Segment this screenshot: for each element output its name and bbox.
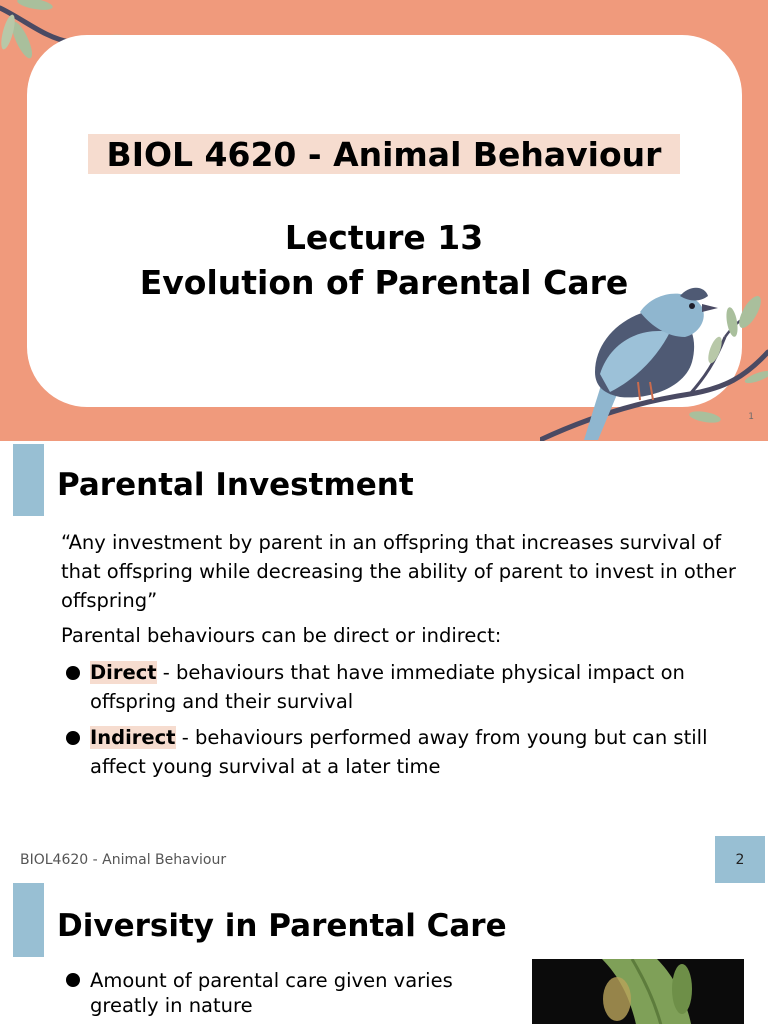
leaf-insect-image xyxy=(532,959,744,1024)
definition-quote: “Any investment by parent in an offspring that increases survival of that offspring while decreasing the ability of parent to invest in other offspring” xyxy=(61,531,736,612)
slide-number: 1 xyxy=(748,412,754,422)
parental-investment-slide xyxy=(0,441,768,881)
bullet-dot xyxy=(66,973,80,987)
diversity-slide xyxy=(0,883,768,1024)
slide-footer: BIOL4620 - Animal Behaviour xyxy=(20,852,227,868)
bullet-amount: Amount of parental care given varies greatly in nature xyxy=(90,969,453,1017)
course-title: BIOL 4620 - Animal Behaviour xyxy=(106,135,662,174)
term-indirect: Indirect xyxy=(90,726,176,749)
bullet-direct xyxy=(90,658,730,716)
bullet-indirect xyxy=(90,723,730,781)
slide-heading: Parental Investment xyxy=(57,467,414,503)
bullet-dot xyxy=(66,666,80,680)
title-slide xyxy=(0,0,768,441)
bullet-direct-text: - behaviours that have immediate physical impact on offspring and their survival xyxy=(90,661,685,713)
term-direct: Direct xyxy=(90,661,157,684)
lecture-number: Lecture 13 xyxy=(284,218,484,257)
lecture-title: Evolution of Parental Care xyxy=(139,263,629,302)
insect-photo xyxy=(532,959,744,1024)
intro-text: Parental behaviours can be direct or indirect: xyxy=(61,624,502,647)
heading-accent-bar xyxy=(13,883,44,957)
page-number-box: 2 xyxy=(715,836,765,884)
bird-illustration xyxy=(540,282,768,441)
bullet-indirect-text: - behaviours performed away from young but can still affect young survival at a later time xyxy=(90,726,708,778)
heading-accent-bar xyxy=(13,444,44,516)
bullet-dot xyxy=(66,731,80,745)
slide-heading: Diversity in Parental Care xyxy=(57,908,507,944)
